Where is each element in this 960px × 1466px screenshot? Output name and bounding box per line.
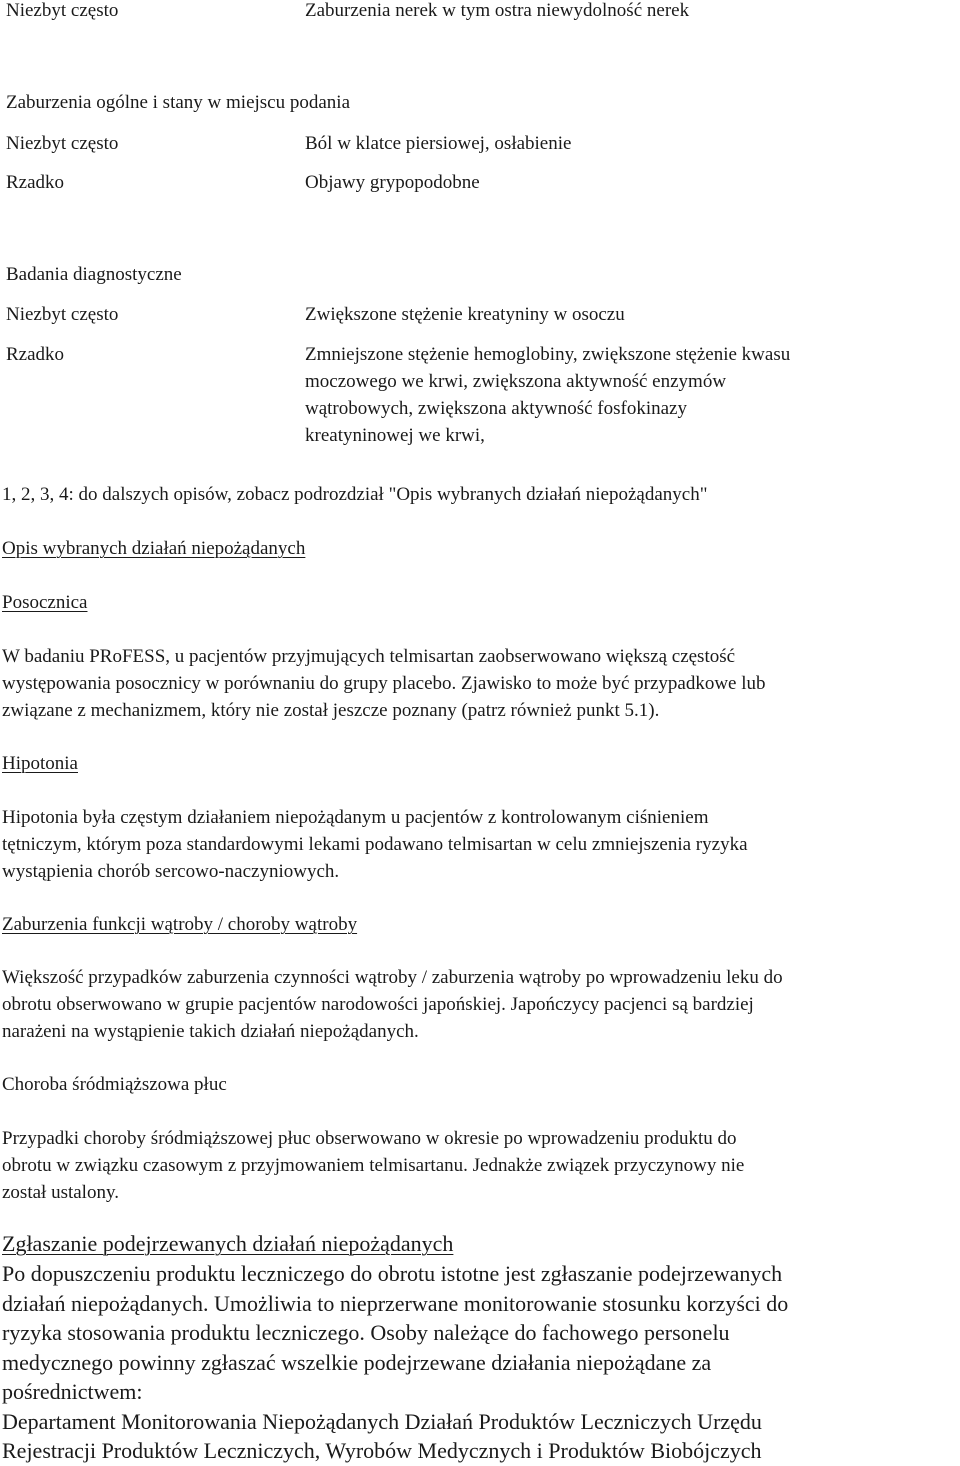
section-heading: Opis wybranych działań niepożądanych: [2, 538, 306, 559]
frequency-cell: Rzadko: [6, 172, 65, 193]
section-label: Zaburzenia ogólne i stany w miejscu podania: [6, 92, 351, 113]
effect-cell-line: moczowego we krwi, zwiększona aktywność enzymów: [305, 371, 727, 392]
paragraph: Przypadki choroby śródmiąższowej płuc obserwowano w okresie po wprowadzeniu produktu do obrotu w związku czasowym z przyjmowaniem telmisartanu. Jednakże związek przyczynowy nie został ustalony.: [2, 1128, 745, 1203]
frequency-cell: Niezbyt często: [6, 0, 119, 21]
effect-cell-line: kreatyninowej we krwi,: [305, 425, 485, 446]
paragraph: Hipotonia była częstym działaniem niepożądanym u pacjentów z kontrolowanym ciśnieniem tętniczym, którym poza standardowymi lekami podawano telmisartan w celu zmniejszenia ryzyka wystąpienia chorób sercowo-naczyniowych.: [2, 807, 748, 882]
footnote: 1, 2, 3, 4: do dalszych opisów, zobacz podrozdział "Opis wybranych działań niepożądanych": [2, 484, 708, 505]
paragraph: Po dopuszczeniu produktu leczniczego do obrotu istotne jest zgłaszanie podejrzewanych działań niepożądanych. Umożliwia to nieprzerwane monitorowanie stosunku korzyści do ryzyka stosowania produktu leczniczego. Osoby należące do fachowego personelu medycznego powinny zgłaszać wszelkie podejrzewane działania niepożądane za pośrednictwem: Departament Monitorowania Niepożądanych Działań Produktów Leczniczych Urzędu Rejestracji Produktów Leczniczych, Wyrobów Medycznych i Produktów Biobójczych: [2, 1261, 789, 1463]
frequency-cell: Rzadko: [6, 344, 65, 365]
effect-cell: Zwiększone stężenie kreatyniny w osoczu: [305, 304, 625, 325]
effect-cell: Objawy grypopodobne: [305, 172, 480, 193]
effect-cell-line: wątrobowych, zwiększona aktywność fosfokinazy: [305, 398, 687, 419]
frequency-cell: Niezbyt często: [6, 304, 119, 325]
effect-cell: Zaburzenia nerek w tym ostra niewydolność nerek: [305, 0, 690, 21]
subsection-heading: Choroba śródmiąższowa płuc: [2, 1074, 227, 1095]
frequency-cell: Niezbyt często: [6, 133, 119, 154]
effect-cell: Ból w klatce piersiowej, osłabienie: [305, 133, 572, 154]
effect-cell-line: Zmniejszone stężenie hemoglobiny, zwiększone stężenie kwasu: [305, 344, 791, 365]
subsection-heading: Hipotonia: [2, 753, 78, 774]
subsection-heading: Zaburzenia funkcji wątroby / choroby wątroby: [2, 914, 358, 935]
paragraph: W badaniu PRoFESS, u pacjentów przyjmujących telmisartan zaobserwowano większą częstość występowania posocznicy w porównaniu do grupy placebo. Zjawisko to może być przypadkowe lub związane z mechanizmem, który nie został jeszcze poznany (patrz również punkt 5.1).: [2, 646, 766, 721]
subsection-heading: Zgłaszanie podejrzewanych działań niepożądanych: [2, 1231, 454, 1256]
section-label: Badania diagnostyczne: [6, 264, 182, 285]
paragraph: Większość przypadków zaburzenia czynności wątroby / zaburzenia wątroby po wprowadzeniu leku do obrotu obserwowano w grupie pacjentów narodowości japońskiej. Japończycy pacjenci są bardziej narażeni na wystąpienie takich działań niepożądanych.: [2, 967, 783, 1042]
subsection-heading: Posocznica: [2, 592, 88, 613]
